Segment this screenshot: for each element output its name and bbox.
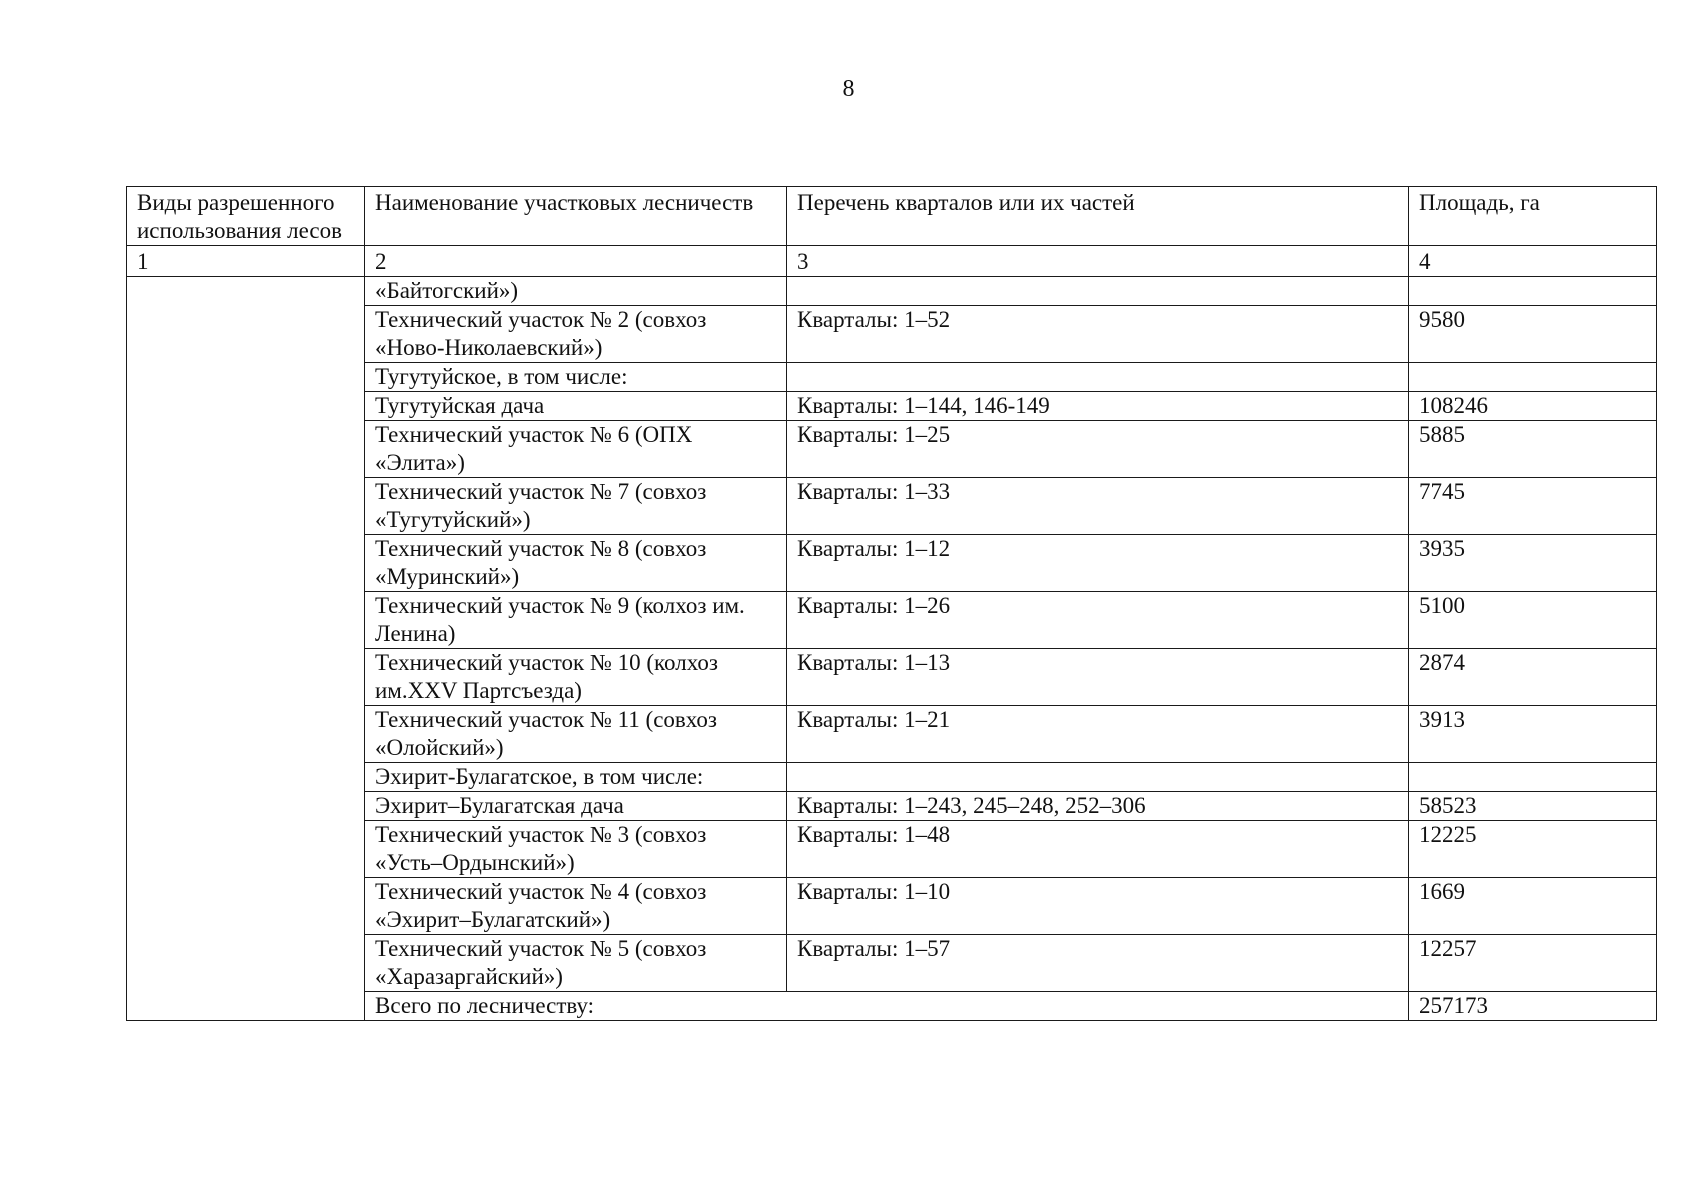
quarters-cell: Кварталы: 1–57 — [787, 935, 1409, 992]
header-row — [127, 187, 1657, 246]
quarters-cell — [787, 363, 1409, 392]
area-cell: 108246 — [1409, 392, 1657, 421]
column-number: 1 — [127, 246, 365, 277]
column-number-row — [127, 246, 1657, 277]
area-cell — [1409, 763, 1657, 792]
quarters-cell: Кварталы: 1–243, 245–248, 252–306 — [787, 792, 1409, 821]
quarters-cell — [787, 277, 1409, 306]
area-cell: 3913 — [1409, 706, 1657, 763]
area-cell: 2874 — [1409, 649, 1657, 706]
district-name-cell: Тугутуйская дача — [365, 392, 787, 421]
header-quarters-list: Перечень кварталов или их частей — [787, 187, 1409, 246]
quarters-cell: Кварталы: 1–21 — [787, 706, 1409, 763]
header-area: Площадь, га — [1409, 187, 1657, 246]
district-name-cell: Технический участок № 8 (совхоз «Муринский») — [365, 535, 787, 592]
total-area: 257173 — [1409, 992, 1657, 1021]
forest-districts-table — [126, 186, 1657, 1021]
quarters-cell: Кварталы: 1–48 — [787, 821, 1409, 878]
quarters-cell: Кварталы: 1–13 — [787, 649, 1409, 706]
district-name-cell: Технический участок № 9 (колхоз им. Ленина) — [365, 592, 787, 649]
quarters-cell — [787, 763, 1409, 792]
district-name-cell: Эхирит-Булагатское, в том числе: — [365, 763, 787, 792]
district-name-cell: «Байтогский») — [365, 277, 787, 306]
district-name-cell: Тугутуйское, в том числе: — [365, 363, 787, 392]
quarters-cell: Кварталы: 1–33 — [787, 478, 1409, 535]
district-name-cell: Технический участок № 6 (ОПХ «Элита») — [365, 421, 787, 478]
area-cell: 7745 — [1409, 478, 1657, 535]
quarters-cell: Кварталы: 1–52 — [787, 306, 1409, 363]
quarters-cell: Кварталы: 1–10 — [787, 878, 1409, 935]
district-name-cell: Эхирит–Булагатская дача — [365, 792, 787, 821]
permitted-use-cell — [127, 277, 365, 1021]
area-cell: 9580 — [1409, 306, 1657, 363]
page-number: 8 — [842, 76, 855, 102]
district-name-cell: Технический участок № 11 (совхоз «Олойский») — [365, 706, 787, 763]
total-label: Всего по лесничеству: — [365, 992, 1409, 1021]
area-cell: 12225 — [1409, 821, 1657, 878]
district-name-cell: Технический участок № 10 (колхоз им.XXV Партсъезда) — [365, 649, 787, 706]
header-district-name: Наименование участковых лесничеств — [365, 187, 787, 246]
district-name-cell: Технический участок № 3 (совхоз «Усть–Ордынский») — [365, 821, 787, 878]
column-number: 2 — [365, 246, 787, 277]
area-cell — [1409, 363, 1657, 392]
quarters-cell: Кварталы: 1–144, 146-149 — [787, 392, 1409, 421]
table-body — [127, 277, 1657, 1021]
area-cell: 5100 — [1409, 592, 1657, 649]
area-cell: 3935 — [1409, 535, 1657, 592]
area-cell: 58523 — [1409, 792, 1657, 821]
header-permitted-use: Виды разрешенного использования лесов — [127, 187, 365, 246]
quarters-cell: Кварталы: 1–25 — [787, 421, 1409, 478]
district-name-cell: Технический участок № 5 (совхоз «Харазаргайский») — [365, 935, 787, 992]
quarters-cell: Кварталы: 1–26 — [787, 592, 1409, 649]
area-cell: 5885 — [1409, 421, 1657, 478]
district-name-cell: Технический участок № 4 (совхоз «Эхирит–Булагатский») — [365, 878, 787, 935]
column-number: 3 — [787, 246, 1409, 277]
district-name-cell: Технический участок № 2 (совхоз «Ново-Николаевский») — [365, 306, 787, 363]
district-name-cell: Технический участок № 7 (совхоз «Тугутуйский») — [365, 478, 787, 535]
area-cell: 12257 — [1409, 935, 1657, 992]
area-cell: 1669 — [1409, 878, 1657, 935]
quarters-cell: Кварталы: 1–12 — [787, 535, 1409, 592]
area-cell — [1409, 277, 1657, 306]
column-number: 4 — [1409, 246, 1657, 277]
table-header — [127, 187, 1657, 277]
table-row — [127, 277, 1657, 306]
